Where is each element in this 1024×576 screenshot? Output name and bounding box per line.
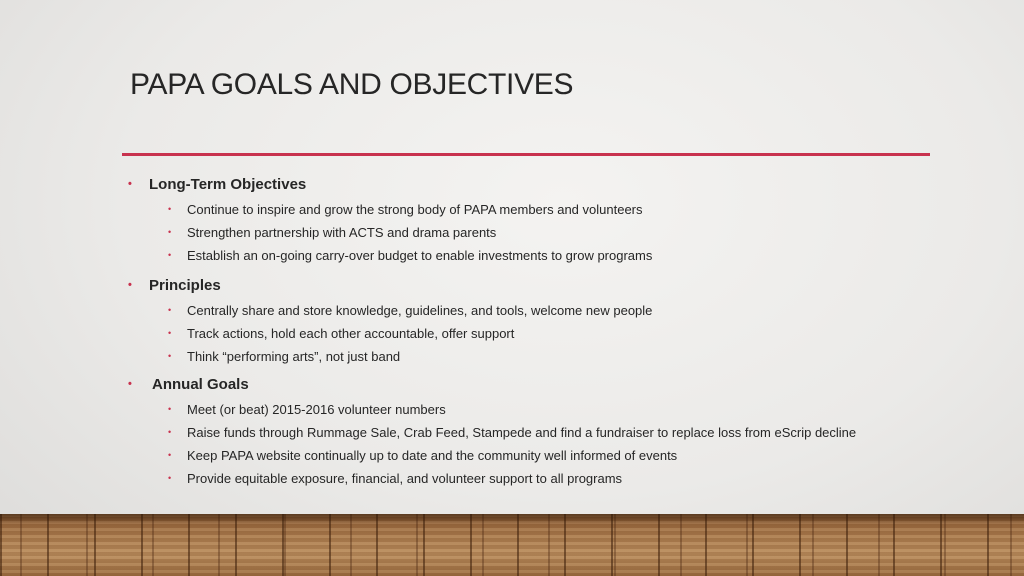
section-heading-text: Annual Goals <box>152 376 249 393</box>
section-principles <box>128 275 918 368</box>
wood-floor-decoration <box>0 514 1024 576</box>
list-item <box>128 467 918 490</box>
bullet-icon: • <box>168 328 172 338</box>
section-long-term-objectives <box>128 174 918 267</box>
list-item-text: Meet (or beat) 2015-2016 volunteer numbers <box>187 402 446 417</box>
bullet-icon: • <box>168 305 172 315</box>
bullet-icon: • <box>128 178 132 190</box>
bullet-icon: • <box>168 404 172 414</box>
title-divider <box>122 153 930 156</box>
list-item-text: Establish an on-going carry-over budget to enable investments to grow programs <box>187 248 653 263</box>
list-item-text: Think “performing arts”, not just band <box>187 349 401 364</box>
list-item <box>128 221 918 244</box>
list-item <box>128 244 918 267</box>
list-item <box>128 398 918 421</box>
list-item <box>128 345 918 368</box>
list-item <box>128 299 918 322</box>
section-annual-goals <box>128 374 918 490</box>
bullet-list <box>128 198 918 267</box>
list-item <box>128 421 918 444</box>
bullet-icon: • <box>168 204 172 214</box>
section-heading-text: Long-Term Objectives <box>149 176 307 193</box>
list-item-text: Continue to inspire and grow the strong body of PAPA members and volunteers <box>187 202 643 217</box>
list-item-text: Raise funds through Rummage Sale, Crab Feed, Stampede and find a fundraiser to replace loss from eScrip decline <box>187 425 857 440</box>
list-item-text: Strengthen partnership with ACTS and drama parents <box>187 225 497 240</box>
section-heading-text: Principles <box>149 277 221 294</box>
list-item-text: Track actions, hold each other accountable, offer support <box>187 326 515 341</box>
list-item-text: Centrally share and store knowledge, guidelines, and tools, welcome new people <box>187 303 653 318</box>
bullet-icon: • <box>168 227 172 237</box>
list-item <box>128 198 918 221</box>
bullet-icon: • <box>128 378 132 390</box>
bullet-icon: • <box>168 351 172 361</box>
slide-title: PAPA GOALS AND OBJECTIVES <box>130 68 574 101</box>
list-item <box>128 444 918 467</box>
slide-content <box>128 174 918 490</box>
bullet-icon: • <box>168 427 172 437</box>
bullet-list <box>128 299 918 368</box>
bullet-icon: • <box>168 250 172 260</box>
section-heading <box>128 174 918 195</box>
bullet-icon: • <box>168 473 172 483</box>
list-item <box>128 322 918 345</box>
list-item-text: Keep PAPA website continually up to date and the community well informed of events <box>187 448 678 463</box>
bullet-icon: • <box>128 279 132 291</box>
section-heading <box>128 374 918 395</box>
bullet-list <box>128 398 918 490</box>
bullet-icon: • <box>168 450 172 460</box>
section-heading <box>128 275 918 296</box>
list-item-text: Provide equitable exposure, financial, and volunteer support to all programs <box>187 471 623 486</box>
